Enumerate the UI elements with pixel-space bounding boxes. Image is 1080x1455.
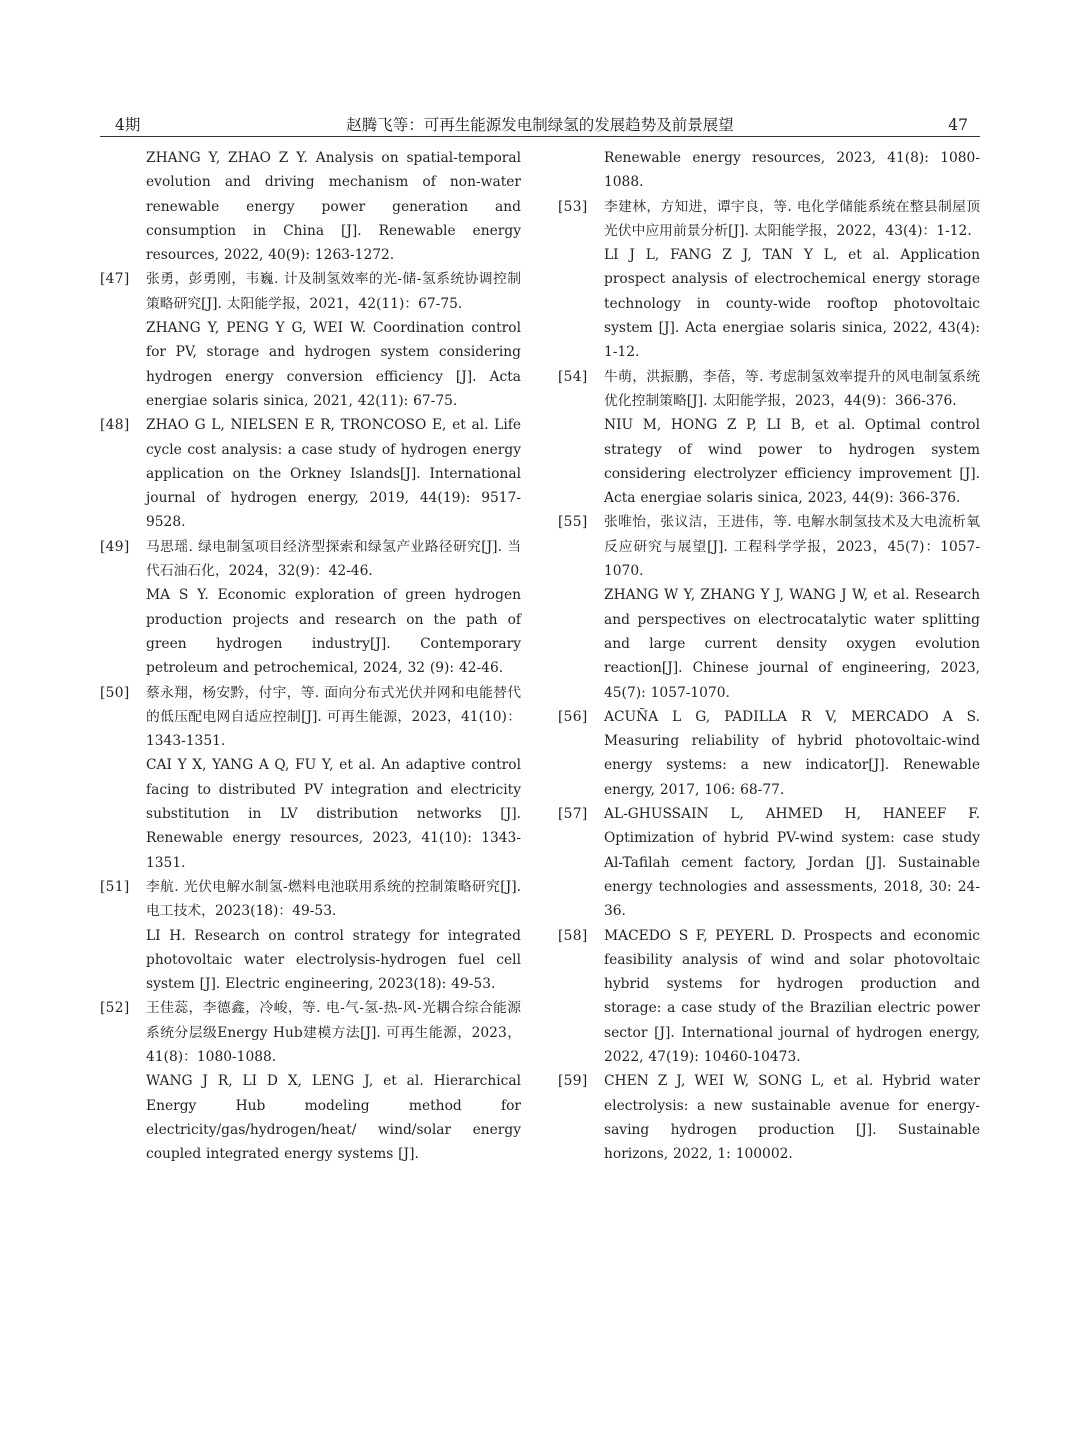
reference-column-right [558,146,980,1166]
reference-text: Renewable energy resources, 2023, 41(8): 1080-1088. [604,150,980,191]
reference-number: [48] [100,417,130,434]
reference-text: MA S Y. Economic exploration of green hydrogen production projects and research on the path of green hydrogen industry[J]. Contemporary petroleum and petrochemical, 2024, 32 (9): 42-46. [146,587,521,677]
reference-text: LI H. Research on control strategy for integrated photovoltaic water electrolysis-hydrogen fuel cell system [J]. Electric engineering, 2023(18): 49-53. [146,927,521,993]
reference-entry [100,413,521,534]
reference-text: MACEDO S F, PEYERL D. Prospects and economic feasibility analysis of wind and solar photovoltaic hybrid systems for hydrogen production and storage: a case study of the Brazilian electric power sector [J]. International journal of hydrogen energy, 2022, 47(19): 10460-10473. [604,927,980,1065]
reference-text: 李航. 光伏电解水制氢-燃料电池联用系统的控制策略研究[J]. 电工技术，2023(18)：49-53. [146,878,521,920]
reference-text: 蔡永翔，杨安黔，付宇，等. 面向分布式光伏并网和电能替代的低压配电网自适应控制[J]. 可再生能源，2023，41(10)：1343-1351. [146,684,521,750]
reference-entry [558,1069,980,1166]
reference-text: CAI Y X, YANG A Q, FU Y, et al. An adaptive control facing to distributed PV integration and electricity substitution in LV distribution networks [J]. Renewable energy resources, 2023, 41(10): 1343-1351. [146,757,521,871]
reference-column-left [100,146,521,1166]
reference-entry [100,875,521,996]
reference-text: 王佳蕊，李德鑫，冷峻，等. 电-气-氢-热-风-光耦合综合能源系统分层级Energy Hub建模方法[J]. 可再生能源，2023，41(8)：1080-1088. [146,1000,521,1065]
reference-number: [54] [558,368,588,385]
page-number: 47 [948,116,968,134]
reference-entry [558,510,980,704]
issue-label: 4期 [115,116,141,134]
reference-text: 李建林，方知进，谭宇良，等. 电化学储能系统在整县制屋顶光伏中应用前景分析[J]. 太阳能学报，2022，43(4)：1-12. [604,198,980,239]
reference-entry [100,681,521,875]
reference-number: [56] [558,708,588,725]
reference-text: ACUÑA L G, PADILLA R V, MERCADO A S. Measuring reliability of hybrid photovoltaic-wind energy systems: a new indicator[J]. Renewable energy, 2017, 106: 68-77. [604,708,980,798]
reference-entry [100,535,521,681]
reference-entry [100,267,521,413]
reference-text: WANG J R, LI D X, LENG J, et al. Hierarchical Energy Hub modeling method for electricity/gas/hydrogen/heat/ wind/solar energy coupled integrated energy systems [J]. [146,1073,521,1163]
reference-entry [100,996,521,1166]
reference-entry [558,146,980,195]
running-title: 赵腾飞等：可再生能源发电制绿氢的发展趋势及前景展望 [346,116,734,134]
reference-number: [51] [100,878,130,895]
reference-number: [57] [558,806,588,823]
reference-number: [58] [558,927,588,944]
reference-text: 马思瑶. 绿电制氢项目经济型探索和绿氢产业路径研究[J]. 当代石油石化，2024，32(9)：42-46. [146,538,521,580]
reference-number: [55] [558,514,588,531]
reference-number: [52] [100,1000,130,1017]
reference-text: ZHANG Y, ZHAO Z Y. Analysis on spatial-temporal evolution and driving mechanism of non-water renewable energy power generation and consumption in China [J]. Renewable energy resources, 2022, 40(9): 1263-1272. [146,150,521,264]
reference-text: ZHANG Y, PENG Y G, WEI W. Coordination control for PV, storage and hydrogen system considering hydrogen energy conversion efficiency [J]. Acta energiae solaris sinica, 2021, 42(11): 67-75. [146,320,521,409]
reference-entry [558,705,980,802]
running-header [100,114,980,137]
reference-entry [100,146,521,267]
reference-entry [558,365,980,511]
reference-entry [558,195,980,365]
reference-text: LI J L, FANG Z J, TAN Y L, et al. Application prospect analysis of electrochemical energy storage technology in county-wide rooftop photovoltaic system [J]. Acta energiae solaris sinica, 2022, 43(4): 1-12. [604,247,980,361]
reference-number: [53] [558,198,588,215]
reference-entry [558,802,980,923]
reference-text: ZHAO G L, NIELSEN E R, TRONCOSO E, et al. Life cycle cost analysis: a case study of hydrogen energy application on the Orkney Islands[J]. International journal of hydrogen energy, 2019, 44(19): 9517-9528. [146,417,521,531]
reference-text: AL-GHUSSAIN L, AHMED H, HANEEF F. Optimization of hybrid PV-wind system: case study Al-Tafilah cement factory, Jordan [J]. Sustainable energy technologies and assessments, 2018, 30: 24-36. [604,806,980,920]
reference-text: 张勇，彭勇刚，韦巍. 计及制氢效率的光-储-氢系统协调控制策略研究[J]. 太阳能学报，2021，42(11)：67-75. [146,271,521,312]
reference-number: [59] [558,1073,588,1090]
reference-text: ZHANG W Y, ZHANG Y J, WANG J W, et al. Research and perspectives on electrocatalytic water splitting and large current density oxygen evolution reaction[J]. Chinese journal of engineering, 2023, 45(7): 1057-1070. [604,587,980,701]
reference-text: NIU M, HONG Z P, LI B, et al. Optimal control strategy of wind power to hydrogen system considering electrolyzer efficiency improvement [J]. Acta energiae solaris sinica, 2023, 44(9): 366-376. [604,417,980,507]
reference-entry [558,924,980,1070]
reference-text: 张唯怡，张议洁，王进伟，等. 电解水制氢技术及大电流析氧反应研究与展望[J]. 工程科学学报，2023，45(7)：1057-1070. [604,514,980,580]
reference-text: 牛萌，洪振鹏，李蓓，等. 考虑制氢效率提升的风电制氢系统优化控制策略[J]. 太阳能学报，2023，44(9)：366-376. [604,368,980,409]
reference-number: [47] [100,271,130,288]
reference-number: [50] [100,684,130,701]
reference-number: [49] [100,538,130,555]
reference-text: CHEN Z J, WEI W, SONG L, et al. Hybrid water electrolysis: a new sustainable avenue for energy-saving hydrogen production [J]. Sustainable horizons, 2022, 1: 100002. [604,1073,980,1163]
